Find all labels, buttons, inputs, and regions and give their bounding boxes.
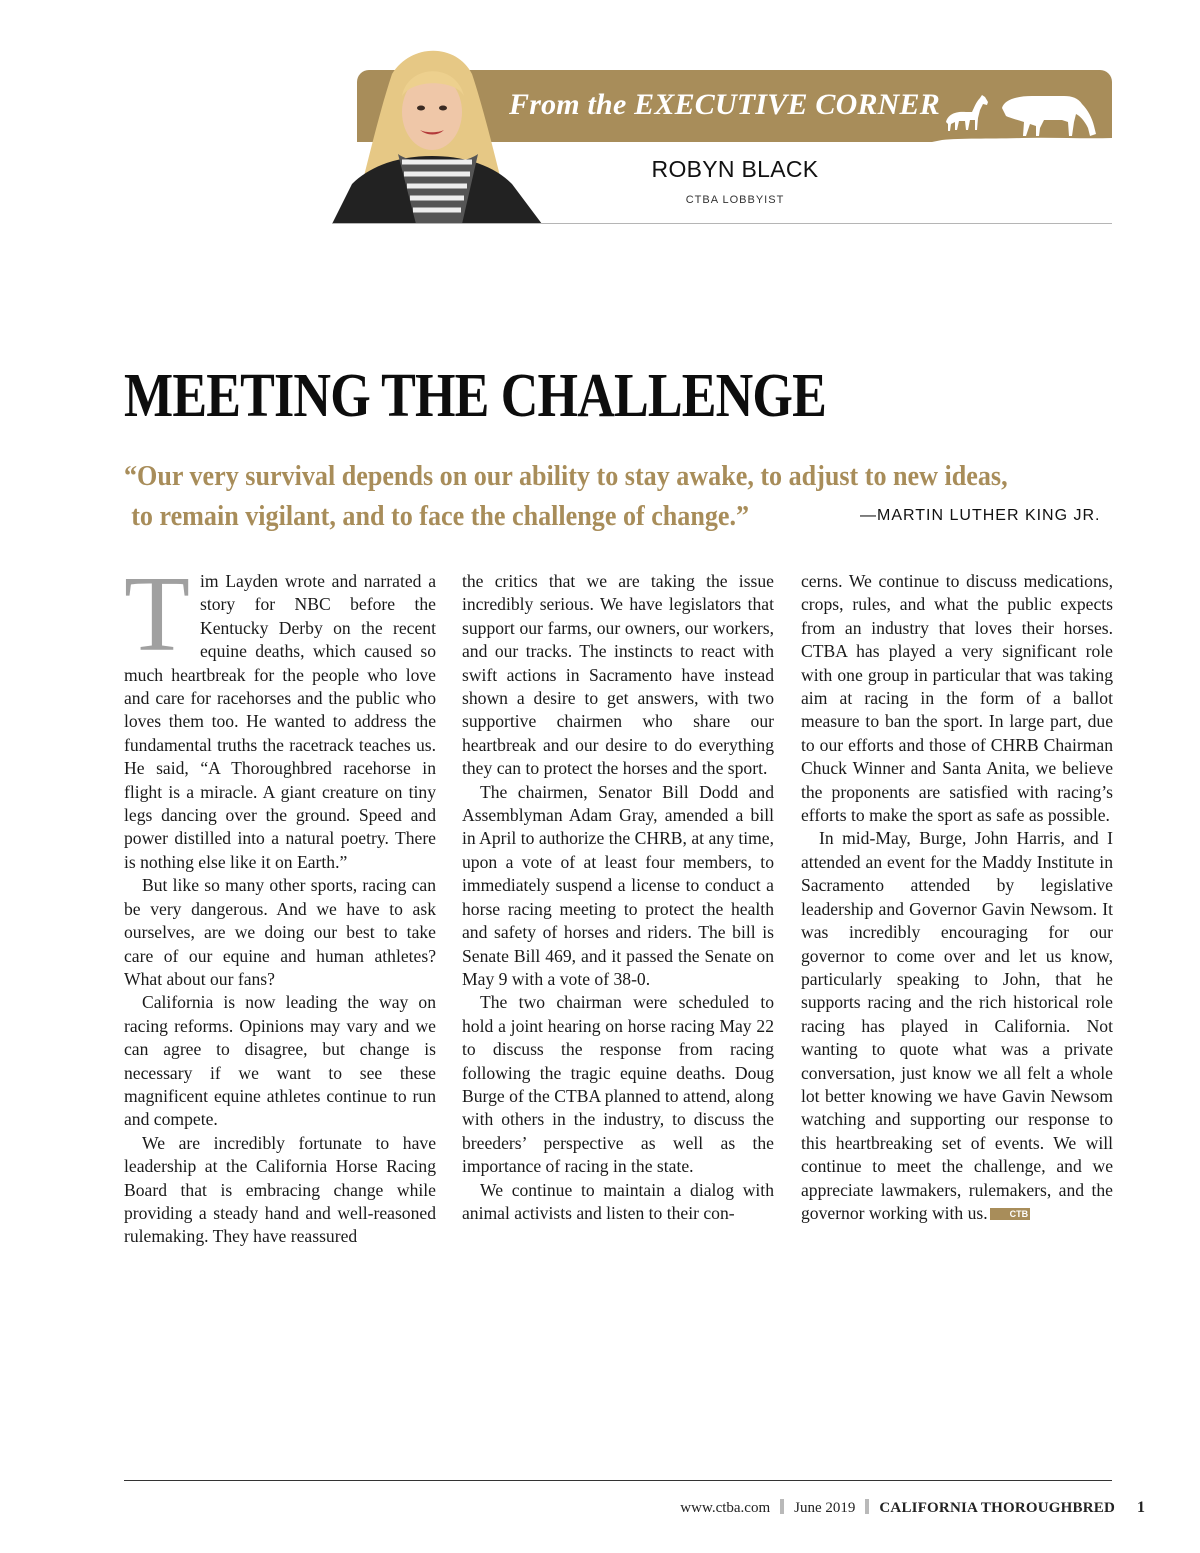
footer-separator <box>780 1499 784 1514</box>
article-paragraph: California is now leading the way on racing reforms. Opinions may vary and we can agree to disagree, but change is necessary if we want to see these magnificent equine athletes continue to run and compete. <box>124 992 436 1130</box>
footer-publication: CALIFORNIA THOROUGHBRED <box>879 1500 1115 1516</box>
author-photo <box>332 34 542 224</box>
article-paragraph: the critics that we are taking the issue incredibly serious. We have legislators that support our farms, our owners, our workers, and our tracks. The instincts to react with swift actions in Sacramento have instead shown a desire to get answers, with two supportive chairmen who share our heartbreak and our desire to do everything they can to protect the horses and the sport. <box>462 571 774 779</box>
header-divider <box>332 223 1112 224</box>
page-number: 1 <box>1137 1499 1145 1516</box>
end-mark-logo: CTB <box>990 1208 1031 1220</box>
article-column-2 <box>462 570 774 1225</box>
article-paragraph: cerns. We continue to discuss medications, crops, rules, and what the public expects from an industry that loves their horses. CTBA has played a very significant role with one group in particular that was taking aim at racing in the form of a ballot measure to ban the sport. In large part, due to our efforts and those of CHRB Chairman Chuck Winner and Santa Anita, we believe the proponents are satisfied with racing’s efforts to make the sport as safe as possible. <box>801 571 1113 826</box>
article-paragraph: But like so many other sports, racing can be very dangerous. And we have to ask ourselves, are we doing our best to take care of our equine and human athletes? What about our fans? <box>124 875 436 989</box>
banner-title-lead: From the <box>509 88 627 121</box>
horses-silhouette-icon <box>932 78 1112 142</box>
pull-quote-line-2: to remain vigilant, and to face the challenge of change.” <box>131 500 750 532</box>
footer-separator <box>865 1499 869 1514</box>
article-paragraph: The two chairman were scheduled to hold a joint hearing on horse racing May 22 to discuss the response from racing following the tragic equine deaths. Doug Burge of the CTBA planned to attend, along with others in the industry, to discuss the breeders’ perspective as well as the importance of racing in the state. <box>462 992 774 1177</box>
footer-website: www.ctba.com <box>680 1500 771 1516</box>
footer-issue: June 2019 <box>794 1500 856 1516</box>
article-column-3 <box>801 570 1113 1225</box>
article-paragraph: We are incredibly fortunate to have leadership at the California Horse Racing Board that is embracing change while providing a steady hand and well-reasoned rulemaking. They have reassured <box>124 1132 436 1247</box>
author-name: ROBYN BLACK <box>651 156 819 182</box>
article-paragraph <box>801 827 1113 1225</box>
drop-cap: T <box>124 555 190 674</box>
footer-divider <box>124 1480 1112 1481</box>
article-headline: MEETING THE CHALLENGE <box>124 362 827 430</box>
quote-attribution: —MARTIN LUTHER KING JR. <box>860 507 1101 524</box>
pull-quote-line-1: “Our very survival depends on our ability to stay awake, to adjust to new ideas, <box>124 460 1008 492</box>
article-paragraph <box>124 555 436 874</box>
banner-title <box>509 88 940 122</box>
banner-title-emphasis: EXECUTIVE CORNER <box>634 88 940 121</box>
author-role: CTBA LOBBYIST <box>685 194 785 206</box>
article-paragraph: We continue to maintain a dialog with animal activists and listen to their con- <box>462 1179 774 1223</box>
article-column-1 <box>124 555 436 1249</box>
paragraph-text: In mid-May, Burge, John Harris, and I attended an event for the Maddy Institute in Sacramento attended by legislative leadership and Governor Gavin Newsom. It was incredibly encouraging for our governor to come over and let us know, particularly speaking to John, that he supports racing and the rich historical role racing has played in California. Not wanting to quote what was a private conversation, just know we all felt a whole lot better knowing we have Gavin Newsom watching and supporting our response to this heartbreaking set of events. We will continue to meet the challenge, and we appreciate lawmakers, rulemakers, and the governor working with us. <box>801 828 1113 1223</box>
paragraph-text: im Layden wrote and narrated a story for NBC before the Kentucky Derby on the recent equine deaths, which caused so much heartbreak for the people who love and care for racehorses and the public who loves them too. He wanted to address the fundamental truths the racetrack teaches us. He said, “A Thoroughbred racehorse in flight is a miracle. A giant creature on tiny legs dancing over the ground. Speed and power distilled into a natural poetry. There is nothing else like it on Earth.” <box>124 571 436 872</box>
article-paragraph: The chairmen, Senator Bill Dodd and Assemblyman Adam Gray, amended a bill in April to authorize the CHRB, at any time, upon a vote of at least four members, to immediately suspend a license to conduct a horse racing meeting to protect the health and safety of horses and riders. The bill is Senate Bill 469, and it passed the Senate on May 9 with a vote of 38-0. <box>462 781 774 989</box>
page-footer <box>680 1499 1145 1517</box>
